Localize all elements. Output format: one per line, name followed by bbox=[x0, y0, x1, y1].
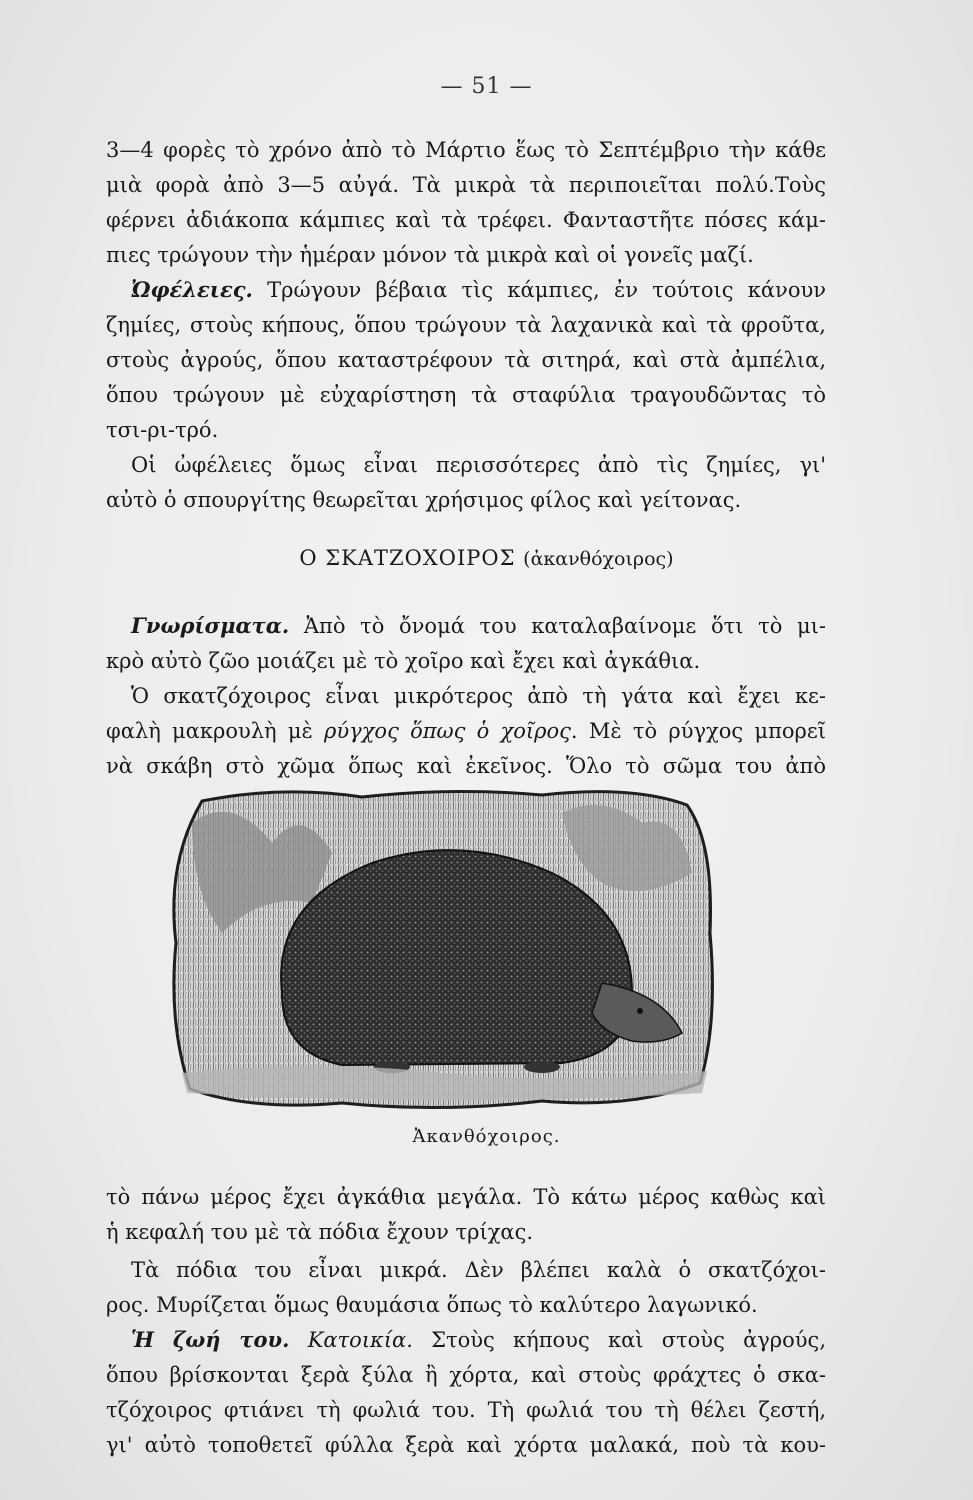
life-first-line: Στοὺς κήπους καὶ στοὺς ἀγρούς, bbox=[412, 1328, 826, 1352]
heading-sub: (ἀκανθόχοιρος) bbox=[523, 548, 674, 570]
text-line bbox=[106, 717, 826, 745]
features-title: Γνωρίσματα. bbox=[131, 613, 290, 638]
section-heading bbox=[0, 546, 973, 570]
snout-post: . Μὲ τὸ ρύγχος μπορεῖ bbox=[570, 719, 826, 743]
benefits-first-line: Τρώγουν βέβαια τὶς κάμπιες, ἐν τούτοις κάνουν bbox=[252, 278, 826, 302]
text-line: γι' αὐτὸ τοποθετεῖ φύλλα ξερὰ καὶ χόρτα μαλακά, ποὺ τὰ κου- bbox=[106, 1433, 826, 1457]
text-line: κρὸ αὐτὸ ζῶο μοιάζει μὲ τὸ χοῖρο καὶ ἔχει καὶ ἀγκάθια. bbox=[106, 649, 701, 673]
text-line bbox=[131, 276, 826, 304]
heading-main: Ο ΣΚΑΤΖΟΧΟΙΡΟΣ bbox=[299, 546, 516, 570]
life-title: Ἡ ζωή του. bbox=[131, 1327, 290, 1352]
text-line: ἡ κεφαλή του μὲ τὰ πόδια ἔχουν τρίχας. bbox=[106, 1220, 534, 1244]
hedgehog-illustration bbox=[162, 783, 722, 1113]
text-line: Ὁ σκατζόχοιρος εἶναι μικρότερος ἀπὸ τὴ γάτα καὶ ἔχει κε- bbox=[131, 684, 826, 708]
text-line: φέρνει ἀδιάκοπα κάμπιες καὶ τὰ τρέφει. Φανταστῆτε πόσες κάμ- bbox=[106, 208, 826, 232]
text-line: πιες τρώγουν τὴν ἡμέραν μόνον τὰ μικρὰ καὶ οἱ γονεῖς μαζί. bbox=[106, 243, 754, 267]
snout-italic: ρύγχος ὅπως ὁ χοῖρος bbox=[324, 719, 571, 743]
text-line: ρος. Μυρίζεται ὅμως θαυμάσια ὅπως τὸ καλύτερο λαγωνικό. bbox=[106, 1293, 758, 1317]
snout-pre: φαλὴ μακρουλὴ μὲ bbox=[106, 719, 325, 743]
figure-caption: Ἀκανθόχοιρος. bbox=[412, 1126, 561, 1147]
text-line: 3—4 φορὲς τὸ χρόνο ἀπὸ τὸ Μάρτιο ἕως τὸ Σεπτέμβριο τὴν κάθε bbox=[106, 138, 826, 162]
text-line: αὐτὸ ὁ σπουργίτης θεωρεῖται χρήσιμος φίλος καὶ γείτονας. bbox=[106, 488, 742, 512]
features-first-line: Ἀπὸ τὸ ὄνομά του καταλαβαίνομε ὅτι τὸ μι- bbox=[289, 614, 826, 638]
text-line: Τὰ πόδια του εἶναι μικρά. Δὲν βλέπει καλὰ ὁ σκατζόχοι- bbox=[131, 1258, 826, 1282]
text-line: ὅπου βρίσκονται ξερὰ ξύλα ἢ χόρτα, καὶ στοὺς φράχτες ὁ σκα- bbox=[106, 1363, 826, 1387]
text-line bbox=[131, 612, 826, 640]
text-line: τὸ πάνω μέρος ἔχει ἀγκάθια μεγάλα. Τὸ κάτω μέρος καθὼς καὶ bbox=[106, 1185, 826, 1209]
text-line: στοὺς ἀγρούς, ὅπου καταστρέφουν τὰ σιτηρά, καὶ στὰ ἀμπέλια, bbox=[106, 348, 826, 372]
text-line: ὅπου τρώγουν μὲ εὐχαρίστηση τὰ σταφύλια τραγουδῶντας τὸ bbox=[106, 383, 826, 407]
text-line: τζόχοιρος φτιάνει τὴ φωλιά του. Τὴ φωλιά του τὴ θέλει ζεστή, bbox=[106, 1398, 826, 1422]
life-subtitle: Κατοικία. bbox=[307, 1328, 413, 1352]
text-line bbox=[131, 1326, 826, 1354]
text-line: ζημίες, στοὺς κήπους, ὅπου τρώγουν τὰ λαχανικὰ καὶ τὰ φροῦτα, bbox=[106, 313, 826, 337]
text-line: νὰ σκάβη στὸ χῶμα ὅπως καὶ ἐκεῖνος. Ὅλο τὸ σῶμα του ἀπὸ bbox=[106, 754, 826, 778]
text-line: Οἱ ὠφέλειες ὅμως εἶναι περισσότερες ἀπὸ τὶς ζημίες, γι' bbox=[131, 453, 826, 477]
page-number: — 51 — bbox=[440, 74, 533, 99]
text-line: τσι-ρι-τρό. bbox=[106, 418, 219, 442]
text-line: μιὰ φορὰ ἀπὸ 3—5 αὐγά. Τὰ μικρὰ τὰ περιποιεῖται πολύ.Τοὺς bbox=[106, 173, 826, 197]
benefits-title: Ὠφέλειες. bbox=[131, 277, 253, 302]
